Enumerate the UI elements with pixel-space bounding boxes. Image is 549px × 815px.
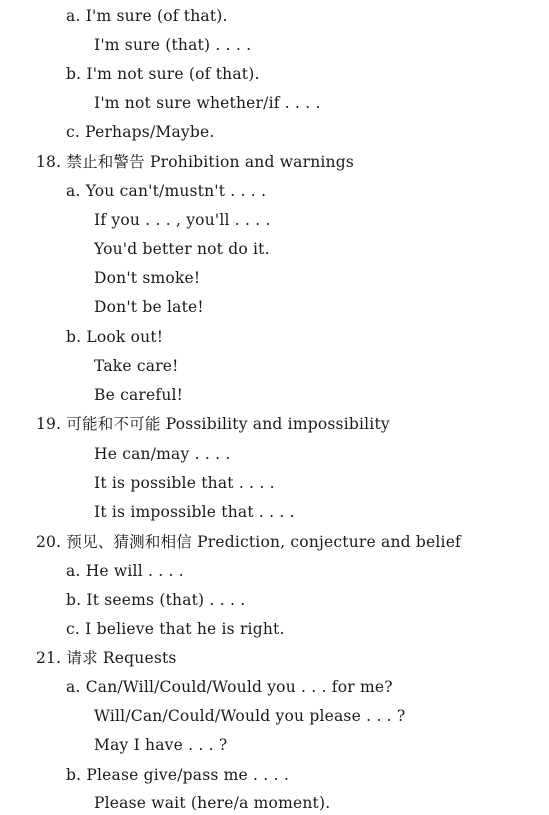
- text-line: May I have . . . ?: [94, 736, 228, 754]
- text-line: You'd better not do it.: [94, 240, 270, 258]
- section-heading: 21. 请求 Requests: [36, 649, 177, 667]
- text-line: Be careful!: [94, 386, 184, 404]
- text-line: a. He will . . . .: [66, 562, 184, 580]
- text-line: I'm sure (that) . . . .: [94, 36, 252, 54]
- text-line: If you . . . , you'll . . . .: [94, 211, 271, 229]
- text-line: I'm not sure whether/if . . . .: [94, 94, 321, 112]
- text-line: Don't smoke!: [94, 269, 201, 287]
- text-line: b. Please give/pass me . . . .: [66, 766, 289, 784]
- section-heading: 19. 可能和不可能 Possibility and impossibility: [36, 415, 390, 433]
- text-line: He can/may . . . .: [94, 445, 231, 463]
- text-line: It is impossible that . . . .: [94, 503, 295, 521]
- text-line: Take care!: [94, 357, 179, 375]
- text-line: b. Look out!: [66, 328, 164, 346]
- text-line: b. I'm not sure (of that).: [66, 65, 260, 83]
- text-line: c. I believe that he is right.: [66, 620, 285, 638]
- text-line: Please wait (here/a moment).: [94, 794, 331, 812]
- text-line: Will/Can/Could/Would you please . . . ?: [94, 707, 406, 725]
- section-heading: 20. 预见、猜测和相信 Prediction, conjecture and belief: [36, 533, 461, 551]
- text-line: c. Perhaps/Maybe.: [66, 123, 215, 141]
- text-line: a. Can/Will/Could/Would you . . . for me?: [66, 678, 393, 696]
- text-line: It is possible that . . . .: [94, 474, 275, 492]
- text-line: a. I'm sure (of that).: [66, 7, 228, 25]
- text-line: Don't be late!: [94, 298, 204, 316]
- text-line: a. You can't/mustn't . . . .: [66, 182, 267, 200]
- text-line: b. It seems (that) . . . .: [66, 591, 246, 609]
- section-heading: 18. 禁止和警告 Prohibition and warnings: [36, 153, 355, 171]
